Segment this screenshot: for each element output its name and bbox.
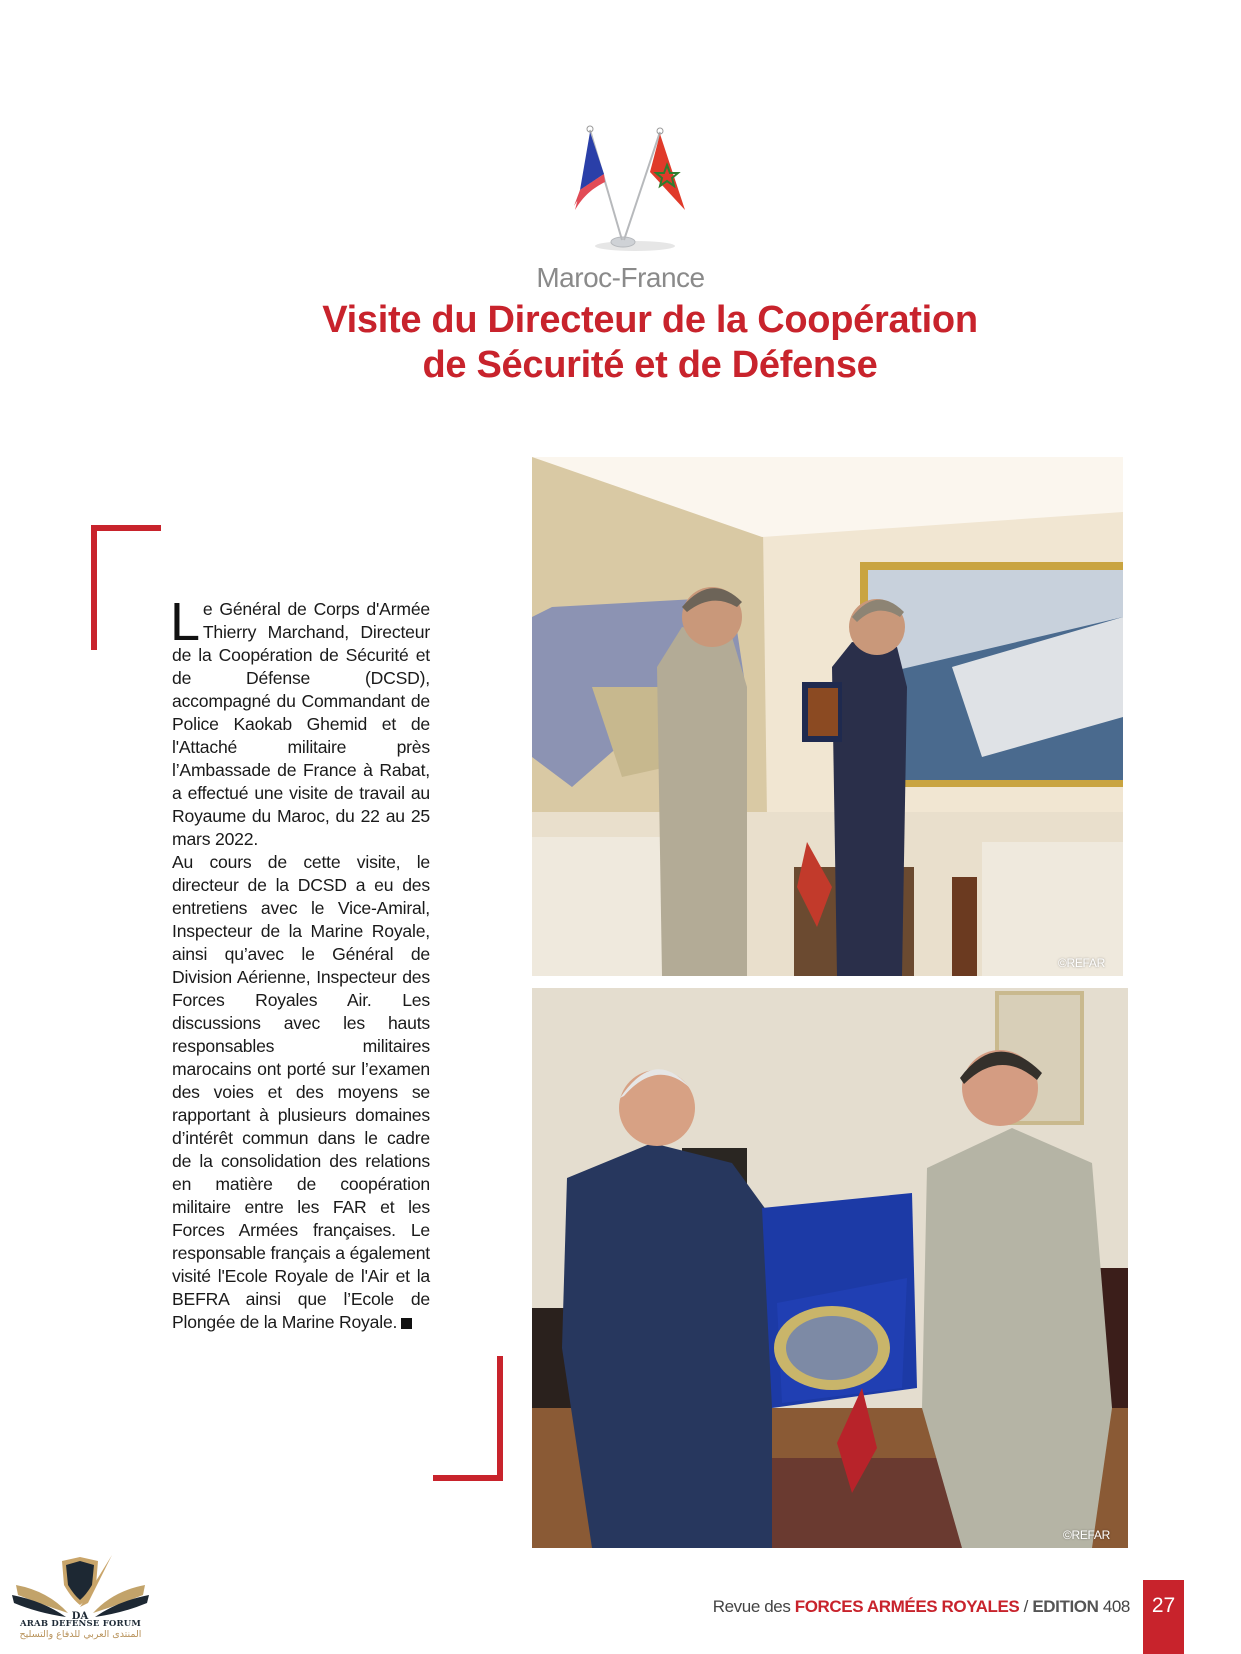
page-number: 27 — [1151, 1594, 1176, 1617]
footer-edition-label: EDITION — [1032, 1597, 1099, 1616]
photo-1-illustration — [532, 457, 1123, 976]
logo-monogram: DA — [71, 1611, 89, 1621]
decorative-bracket-bottom-right — [433, 1356, 503, 1481]
article-title — [0, 298, 1241, 388]
paragraph-1-text: e Général de Corps d'Armée Thierry Marchand, Directeur de la Coopération de Sécurité et de Défense (DCSD), accompagné du Commandant de Police Kaokab Ghemid et de l'Attaché militaire près l’Ambassade de France à Rabat, a effectué une visite de travail au Royaume du Maroc, du 22 au 25 mars 2022. — [172, 599, 430, 849]
flags-illustration — [535, 110, 735, 255]
page-footer — [713, 1597, 1130, 1617]
footer-brand: FORCES ARMÉES ROYALES — [794, 1597, 1020, 1616]
photo-plaque-presentation-office — [532, 457, 1123, 976]
article-title-line-2: de Sécurité et de Défense — [422, 344, 878, 386]
photo-credit: ©REFAR — [1062, 1528, 1110, 1542]
article-body — [170, 592, 430, 1334]
page-number-box — [1143, 1580, 1184, 1654]
article-paragraph-1 — [170, 592, 430, 851]
logo-name-english: ARAB DEFENSE FORUM — [19, 1619, 142, 1629]
photo-credit: ©REFAR — [1057, 956, 1105, 970]
photo-plate-presentation — [532, 988, 1128, 1548]
end-of-article-square-icon — [401, 1318, 412, 1329]
logo-name-arabic: المنتدى العربي للدفاع والتسليح — [19, 1629, 142, 1640]
arab-defense-forum-logo — [8, 1555, 153, 1654]
article-title-line-1: Visite du Directeur de la Coopération — [322, 299, 978, 341]
decorative-bracket-top-left — [91, 525, 161, 650]
photo-2-illustration — [532, 988, 1128, 1548]
footer-separator: / — [1019, 1597, 1033, 1616]
shield-wings-logo-icon — [8, 1555, 153, 1621]
article-paragraph-2 — [172, 851, 430, 1334]
paragraph-2-text: Au cours de cette visite, le directeur de la DCSD a eu des entretiens avec le Vice-Amiral, Inspecteur de la Marine Royale, ainsi qu’avec le Général de Division Aérienne, Inspecteur des Forces Royales Air. Les discussions avec les hauts responsables militaires marocains ont porté sur l’examen des voies et des moyens se rapportant à plusieurs domaines d’intérêt commun dans le cadre de la consolidation des relations en matière de coopération militaire entre les FAR et les Forces Armées françaises. Le responsable français a également visité l'Ecole Royale de l'Air et la BEFRA ainsi que l’Ecole de Plongée de la Marine Royale. — [172, 852, 430, 1332]
france-morocco-flags-icon — [535, 110, 735, 255]
footer-edition-number: 408 — [1098, 1597, 1130, 1616]
footer-prefix: Revue des — [712, 1597, 795, 1616]
article-kicker: Maroc-France — [536, 262, 705, 293]
drop-cap: L — [170, 592, 200, 652]
